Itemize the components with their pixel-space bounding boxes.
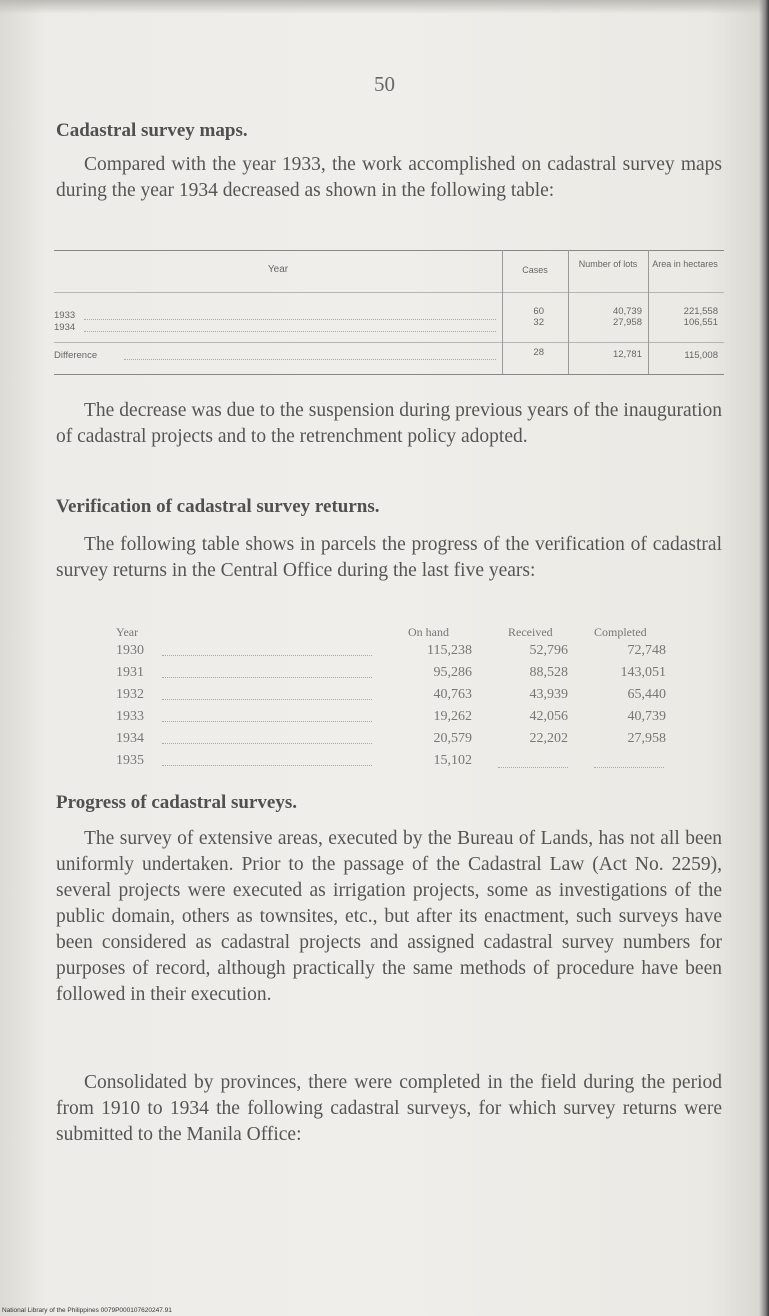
on-hand-cell: 15,102 — [433, 753, 472, 768]
row-difference-label: Difference — [54, 350, 98, 361]
paragraph-progress: The survey of extensive areas, executed by the Bureau of Lands, has not all been uniformly undertaken. Prior to the passage of the Cadastral Law (Act No. 2259), several projects were executed as irrigation projects, some as investigations of the public domain, others as townsites, etc., but after its enactment, such surveys have been considered as cadastral projects and assigned cadastral survey numbers for purposes of record, although practically the same methods of procedure have been followed in their execution. — [56, 828, 722, 1005]
row-1934-label: 1934 — [54, 322, 76, 333]
received-cell: 43,939 — [529, 687, 568, 702]
year-cell: 1932 — [116, 687, 144, 702]
on-hand-cell: 40,763 — [433, 687, 472, 702]
header-received: Received — [508, 625, 553, 639]
row-1934-lots: 27,958 — [612, 317, 642, 328]
section-heading-cadastral-survey-maps: Cadastral survey maps. — [56, 120, 248, 141]
on-hand-cell: 19,262 — [433, 709, 472, 724]
page-number: 50 — [374, 72, 395, 96]
table-row — [116, 753, 676, 773]
row-difference-cases: 28 — [533, 347, 544, 358]
leader-dots — [124, 359, 496, 360]
row-difference-area: 115,008 — [684, 350, 718, 361]
table-row — [116, 665, 676, 685]
library-footer: National Library of the Philippines 0079P000107620247.91 — [2, 1307, 172, 1314]
leader-dots — [84, 319, 496, 320]
header-year: Year — [116, 625, 139, 639]
page-right-edge — [759, 0, 769, 1316]
completed-cell: 143,051 — [620, 665, 666, 680]
paragraph-verification: The following table shows in parcels the progress of the verification of cadastral survey returns in the Central Office during the last five years: — [56, 534, 722, 581]
paragraph-consolidated: Consolidated by provinces, there were completed in the field during the period from 1910 to 1934 the following cadastral surveys, for which survey returns were submitted to the Manila Office: — [56, 1072, 722, 1145]
row-1933-lots: 40,739 — [612, 306, 642, 317]
row-1934-cases: 32 — [533, 317, 544, 328]
leader-dots — [162, 743, 372, 744]
section-heading-verification: Verification of cadastral survey returns. — [56, 496, 380, 517]
header-cases: Cases — [522, 265, 548, 275]
row-1933-cases: 60 — [533, 306, 544, 317]
table-col-divider — [568, 250, 569, 374]
completed-cell: 65,440 — [627, 687, 666, 702]
leader-dots — [162, 677, 372, 678]
received-cell: 52,796 — [529, 643, 568, 658]
table-row — [116, 731, 676, 751]
year-cell: 1934 — [116, 731, 144, 746]
header-number-of-lots: Number of lots — [578, 259, 638, 269]
table-bottom-rule — [54, 374, 724, 375]
on-hand-cell: 95,286 — [433, 665, 472, 680]
table-header-rule — [54, 292, 724, 293]
year-cell: 1930 — [116, 643, 144, 658]
leader-dots — [162, 699, 372, 700]
section-heading-progress: Progress of cadastral surveys. — [56, 792, 297, 813]
received-cell: 22,202 — [529, 731, 568, 746]
table-row — [116, 643, 676, 663]
completed-cell: 40,739 — [627, 709, 666, 724]
header-on-hand: On hand — [408, 625, 449, 639]
on-hand-cell: 115,238 — [427, 643, 472, 658]
leader-dots — [162, 655, 372, 656]
completed-cell: 72,748 — [627, 643, 666, 658]
blank-received-cell — [498, 767, 568, 768]
row-difference-lots: 12,781 — [612, 349, 642, 360]
table-col-divider — [648, 250, 649, 374]
table-row — [116, 709, 676, 729]
year-cell: 1935 — [116, 753, 144, 768]
completed-cell: 27,958 — [627, 731, 666, 746]
table-row — [116, 687, 676, 707]
header-year: Year — [267, 264, 289, 275]
row-1933-area: 221,558 — [683, 306, 718, 317]
page-top-shadow — [0, 0, 769, 14]
year-cell: 1931 — [116, 665, 144, 680]
leader-dots — [84, 331, 496, 332]
received-cell: 88,528 — [529, 665, 568, 680]
on-hand-cell: 20,579 — [433, 731, 472, 746]
header-completed: Completed — [594, 625, 647, 639]
year-cell: 1933 — [116, 709, 144, 724]
received-cell: 42,056 — [529, 709, 568, 724]
leader-dots — [162, 765, 372, 766]
row-1934-area: 106,551 — [683, 317, 718, 328]
paragraph-intro: Compared with the year 1933, the work accomplished on cadastral survey maps during the year 1934 decreased as shown in the following table: — [56, 154, 722, 201]
row-1933-label: 1933 — [54, 310, 76, 321]
paragraph-decrease: The decrease was due to the suspension during previous years of the inauguration of cadastral projects and to the retrenchment policy adopted. — [56, 400, 722, 447]
table-sum-rule — [54, 342, 724, 343]
blank-completed-cell — [594, 767, 664, 768]
table-top-rule — [54, 250, 724, 251]
leader-dots — [162, 721, 372, 722]
header-area: Area in hectares — [652, 259, 718, 269]
